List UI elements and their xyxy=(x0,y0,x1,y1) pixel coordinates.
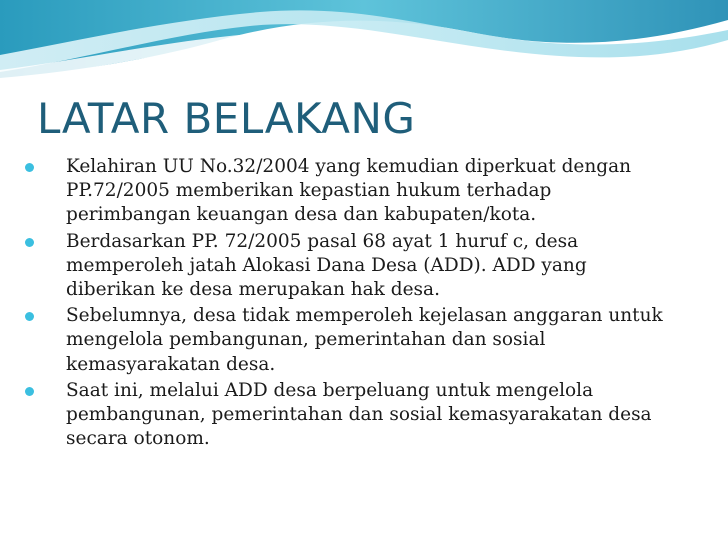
bullet-text: Kelahiran UU No.32/2004 yang kemudian diperkuat dengan PP.72/2005 memberikan kepastian hukum terhadap perimbangan keuangan desa dan kabupaten/kota. xyxy=(66,156,632,226)
bullet-item xyxy=(21,304,681,377)
bullet-text: Saat ini, melalui ADD desa berpeluang untuk mengelola pembangunan, pemerintahan dan sosial kemasyarakatan desa secara otonom. xyxy=(66,379,652,450)
bullet-dot-icon xyxy=(25,163,34,172)
bullet-item xyxy=(21,155,681,228)
bullet-item xyxy=(21,230,681,303)
bullet-dot-icon xyxy=(25,312,34,321)
bullet-item xyxy=(21,379,681,452)
slide-title: LATAR BELAKANG xyxy=(37,94,416,143)
bullet-text: Berdasarkan PP. 72/2005 pasal 68 ayat 1 huruf c, desa memperoleh jatah Alokasi Dana Desa (ADD). ADD yang diberikan ke desa merupakan hak desa. xyxy=(66,230,587,301)
bullet-list xyxy=(21,155,681,453)
bullet-text: Sebelumnya, desa tidak memperoleh kejelasan anggaran untuk mengelola pembangunan, pemerintahan dan sosial kemasyarakatan desa. xyxy=(66,305,663,375)
bullet-dot-icon xyxy=(25,387,34,396)
bullet-dot-icon xyxy=(25,238,34,247)
header-wave-decoration xyxy=(0,0,728,90)
